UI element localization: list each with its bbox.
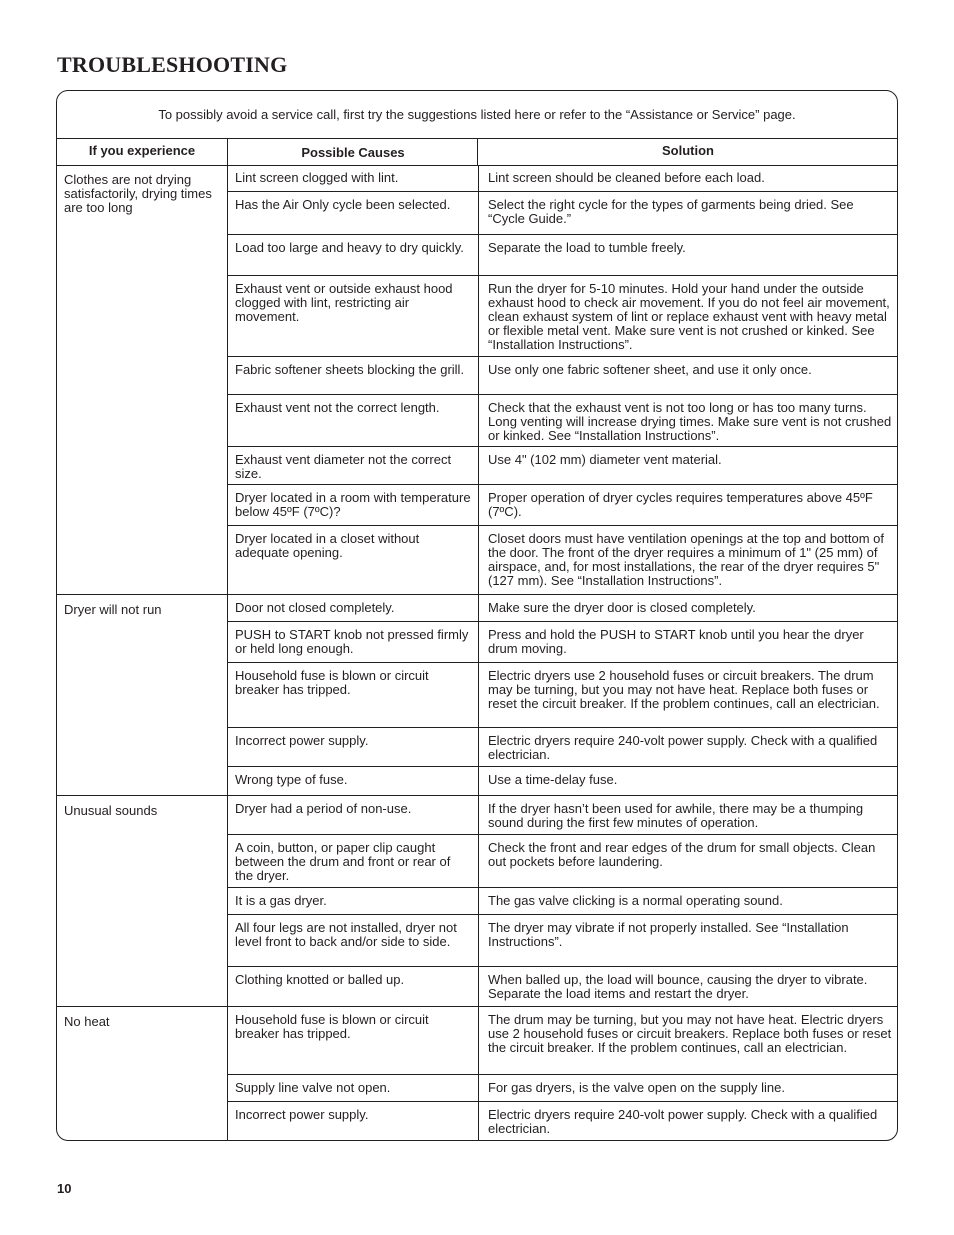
cause-cell: Door not closed completely. bbox=[235, 600, 395, 615]
table-row bbox=[227, 357, 897, 395]
header-experience: If you experience bbox=[88, 143, 196, 158]
cause-cell: Household fuse is blown or circuit breaker has tripped. bbox=[235, 1012, 429, 1041]
solution-cell: The gas valve clicking is a normal operating sound. bbox=[478, 888, 898, 914]
cause-cell: Exhaust vent not the correct length. bbox=[235, 400, 440, 415]
cause-cell: Clothing knotted or balled up. bbox=[235, 972, 405, 987]
solution-cell: Separate the load to tumble freely. bbox=[478, 235, 898, 275]
table-row bbox=[227, 395, 897, 447]
cause-cell: Dryer had a period of non-use. bbox=[235, 801, 412, 816]
solution-cell: For gas dryers, is the valve open on the supply line. bbox=[478, 1075, 898, 1101]
table-row bbox=[227, 526, 897, 595]
cause-cell: Dryer located in a closet without adequate opening. bbox=[235, 531, 420, 560]
group-will-not-run bbox=[57, 595, 897, 796]
experience-cell: Unusual sounds bbox=[64, 803, 158, 818]
group-drying bbox=[57, 165, 897, 595]
table-row bbox=[227, 192, 897, 235]
table-row bbox=[227, 663, 897, 728]
table-row bbox=[227, 447, 897, 485]
solution-cell: Check that the exhaust vent is not too long or has too many turns. Long venting will increase drying times. Make sure vent is not crushed or kinked. See “Installation Instructions”. bbox=[478, 395, 898, 446]
cause-cell: Supply line valve not open. bbox=[235, 1080, 391, 1095]
cause-cell: Load too large and heavy to dry quickly. bbox=[235, 240, 464, 255]
table-row bbox=[227, 915, 897, 967]
table-row bbox=[227, 1102, 897, 1140]
cause-cell: It is a gas dryer. bbox=[235, 893, 327, 908]
cause-cell: Lint screen clogged with lint. bbox=[235, 170, 399, 185]
table-row bbox=[227, 235, 897, 276]
cause-cell: Fabric softener sheets blocking the grill. bbox=[235, 362, 465, 377]
cause-cell: A coin, button, or paper clip caught between the drum and front or rear of the dryer. bbox=[235, 840, 451, 883]
solution-cell: Press and hold the PUSH to START knob until you hear the dryer drum moving. bbox=[478, 622, 898, 662]
cause-cell: All four legs are not installed, dryer not level front to back and/or side to side. bbox=[235, 920, 457, 949]
table-row bbox=[227, 835, 897, 888]
cause-cell: Dryer located in a room with temperature below 45ºF (7ºC)? bbox=[235, 490, 471, 519]
cause-cell: Has the Air Only cycle been selected. bbox=[235, 197, 451, 212]
solution-cell: Electric dryers require 240-volt power supply. Check with a qualified electrician. bbox=[478, 1102, 898, 1140]
table-row bbox=[227, 276, 897, 357]
table-header bbox=[57, 138, 897, 166]
solution-cell: Electric dryers require 240-volt power supply. Check with a qualified electrician. bbox=[478, 728, 898, 766]
experience-cell: Dryer will not run bbox=[64, 602, 162, 617]
cause-cell: Household fuse is blown or circuit breaker has tripped. bbox=[235, 668, 429, 697]
solution-cell: If the dryer hasn’t been used for awhile, there may be a thumping sound during the first few minutes of operation. bbox=[478, 796, 898, 834]
troubleshooting-table bbox=[56, 90, 898, 1141]
group-no-heat bbox=[57, 1007, 897, 1140]
table-row bbox=[227, 165, 897, 192]
experience-cell: Clothes are not drying satisfactorily, drying times are too long bbox=[64, 172, 212, 215]
page-number: 10 bbox=[57, 1181, 72, 1196]
intro-text: To possibly avoid a service call, first try the suggestions listed here or refer to the “Assistance or Service” page. bbox=[57, 91, 897, 139]
table-row bbox=[227, 728, 897, 767]
table-row bbox=[227, 595, 897, 622]
solution-cell: Check the front and rear edges of the drum for small objects. Clean out pockets before laundering. bbox=[478, 835, 898, 887]
solution-cell: Run the dryer for 5-10 minutes. Hold your hand under the outside exhaust hood to check air movement. If you do not feel air movement, clean exhaust system of lint or replace exhaust vent with heavy metal or flexible metal vent. Make sure vent is not crushed or kinked. See “Installation Instructions”. bbox=[478, 276, 898, 356]
experience-cell: No heat bbox=[64, 1014, 110, 1029]
solution-cell: Lint screen should be cleaned before each load. bbox=[478, 165, 898, 191]
solution-cell: Use only one fabric softener sheet, and use it only once. bbox=[478, 357, 898, 394]
cause-cell: Incorrect power supply. bbox=[235, 1107, 369, 1122]
solution-cell: Closet doors must have ventilation openings at the top and bottom of the door. The front of the dryer requires a minimum of 1" (25 mm) of airspace, and, for most installations, the rear of the dryer requires 5" (127 mm). See “Installation Instructions”. bbox=[478, 526, 898, 595]
table-row bbox=[227, 1075, 897, 1102]
table-row bbox=[227, 485, 897, 526]
table-row bbox=[227, 796, 897, 835]
cause-cell: PUSH to START knob not pressed firmly or held long enough. bbox=[235, 627, 469, 656]
table-row bbox=[227, 767, 897, 796]
table-row bbox=[227, 888, 897, 915]
table-row bbox=[227, 967, 897, 1007]
solution-cell: Electric dryers use 2 household fuses or circuit breakers. The drum may be turning, but you may not have heat. Replace both fuses or reset the circuit breaker. If the problem continues, call an electrician. bbox=[478, 663, 898, 727]
cause-cell: Exhaust vent or outside exhaust hood clogged with lint, restricting air movement. bbox=[235, 281, 453, 324]
cause-cell: Wrong type of fuse. bbox=[235, 772, 348, 787]
solution-cell: Make sure the dryer door is closed completely. bbox=[478, 595, 898, 621]
page-title: TROUBLESHOOTING bbox=[57, 52, 288, 77]
cause-cell: Incorrect power supply. bbox=[235, 733, 369, 748]
table-row bbox=[227, 622, 897, 663]
header-solution: Solution bbox=[477, 138, 898, 165]
solution-cell: Proper operation of dryer cycles requires temperatures above 45ºF (7ºC). bbox=[478, 485, 898, 525]
cause-cell: Exhaust vent diameter not the correct size. bbox=[235, 452, 452, 481]
solution-cell: The dryer may vibrate if not properly installed. See “Installation Instructions”. bbox=[478, 915, 898, 966]
solution-cell: Use a time-delay fuse. bbox=[478, 767, 898, 796]
group-unusual-sounds bbox=[57, 796, 897, 1007]
solution-cell: The drum may be turning, but you may not have heat. Electric dryers use 2 household fuses or circuit breakers. Replace both fuses or reset the circuit breaker. If the problem continues, call an electrician. bbox=[478, 1007, 898, 1074]
table-row bbox=[227, 1007, 897, 1075]
header-causes: Possible Causes bbox=[227, 138, 478, 165]
solution-cell: Use 4" (102 mm) diameter vent material. bbox=[478, 447, 898, 484]
solution-cell: Select the right cycle for the types of garments being dried. See “Cycle Guide.” bbox=[478, 192, 898, 234]
solution-cell: When balled up, the load will bounce, causing the dryer to vibrate. Separate the load items and restart the dryer. bbox=[478, 967, 898, 1007]
